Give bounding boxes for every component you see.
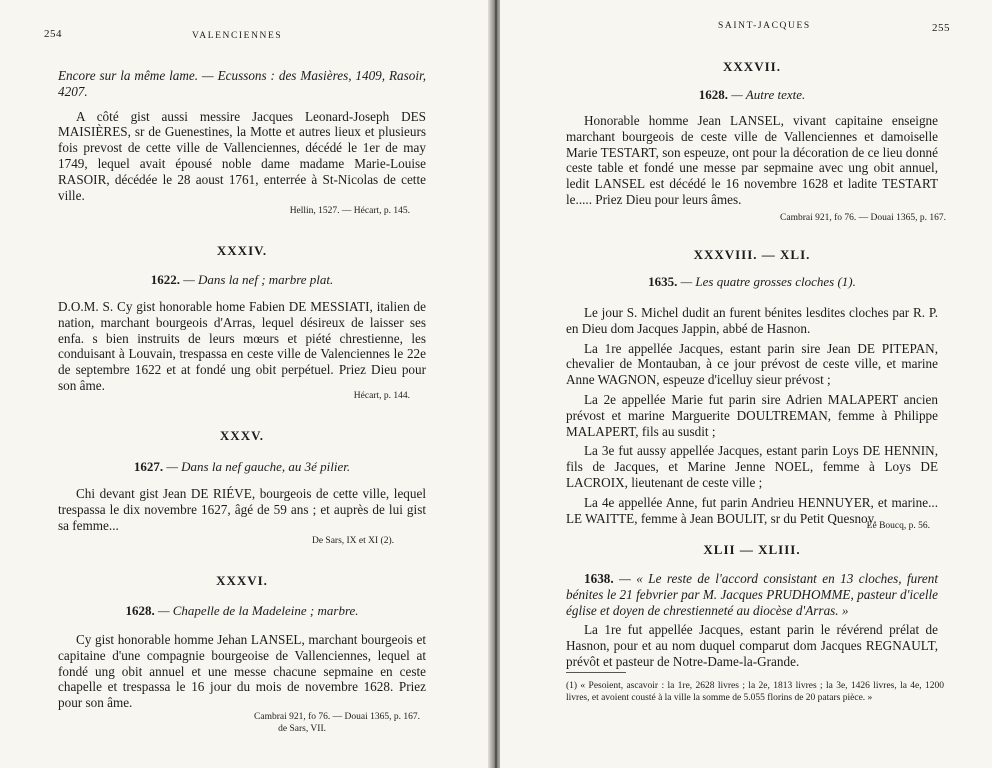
section-37-year: 1628.	[698, 87, 728, 102]
section-38-paragraph-4: La 3e fut aussy appellée Jacques, estant parin Loys DE HENNIN, fils de Jacques, et Marine Jenne NOEL, femme à Loys DE LACROIX, lieutenant de ceste ville ;	[566, 443, 938, 490]
section-38-heading: XXXVIII. — XLI.	[693, 247, 811, 262]
section-42-quote: — « Le reste de l'accord consistant en 13 cloches, furent bénites le 21 febvrier par M. Jacques PRUDHOMME, pasteur d'icelle église et doyen de chrestienneté au diocèse d'Arras. »	[566, 571, 938, 618]
intro-paragraph: A côté gist aussi messire Jacques Leonard-Joseph DES MAISIÈRES, sr de Guenestines, la Motte et autres lieux et plusieurs fois prevost de cette ville de Vallenciennes, décédé le 1er de may 1749, lequel avait épousé noble dame madame Marie-Louise RASOIR, décédée le 28 aoust 1761, enterrée à St-Nicolas de cette ville.	[58, 108, 426, 203]
section-38-paragraph-1: Le jour S. Michel dudit an furent bénites lesdites cloches par R. P. en Dieu dom Jacques Jappin, abbé de Hasnon.	[566, 305, 938, 336]
section-38-location: — Les quatre grosses cloches (1).	[680, 274, 856, 289]
right-page	[500, 0, 992, 768]
intro-citation: Hellin, 1527. — Hécart, p. 145.	[289, 206, 410, 216]
section-36-heading: XXXVI.	[216, 573, 268, 588]
section-35-subheading	[58, 459, 426, 475]
section-36-location: — Chapelle de la Madeleine ; marbre.	[157, 603, 359, 618]
section-38-text	[566, 305, 938, 526]
section-36-year: 1628.	[125, 603, 155, 618]
section-35-paragraph: Chi devant gist Jean DE RIÉVE, bourgeois de cette ville, lequel trespassa le dix novembre 1627, âgé de 59 ans ; et auprès de lui gist sa femme...	[58, 486, 426, 533]
section-37-paragraph: Honorable homme Jean LANSEL, vivant capitaine enseigne marchant bourgeois de ceste ville de Vallenciennes et damoiselle Marie TESTART, son espeuze, ont pour la décoration de ce lieu donné ceste table et fondé une messe par sepmaine avec ung obit annuel, ledit LANSEL est décédé le 16 novembre 1628 et ladite TESTART le..... Priez Dieu pour leurs âmes.	[566, 113, 938, 207]
section-42-paragraph-2: La 1re fut appellée Jacques, estant parin le révérend prélat de Hasnon, pour et au nom duquel comparut dom Jacques REGNAULT, prévôt et pasteur de Notre-Dame-la-Grande.	[566, 622, 938, 669]
section-35-location: — Dans la nef gauche, au 3é pilier.	[166, 459, 351, 474]
section-38-paragraph-3: La 2e appellée Marie fut parin sire Adrien MALAPERT ancien prévost et marine Marguerite DOULTREMAN, femme à Philippe MALAPERT, fils au susdit ;	[566, 391, 938, 439]
footnote: (1) « Pesoient, ascavoir : la 1re, 2628 livres ; la 2e, 1813 livres ; la 3e, 1426 livres, la 4e, 1200 livres, et avoient cousté à la ville la somme de 5.055 florins de 20 patars pièce. »	[566, 681, 944, 703]
section-36-paragraph: Cy gist honorable homme Jehan LANSEL, marchant bourgeois et capitaine d'une compagnie bourgeoise de Vallenciennes, lequel at fondé ung obit annuel et une messe chacune sepmaine en ceste chapelle et trespassa le 16 jour du mois de novembre 1628. Priez pour son âme.	[58, 632, 426, 711]
section-34-year: 1622.	[150, 272, 180, 287]
intro-line-1: Encore sur la même lame. — Ecussons : des Masières, 1409, Rasoir, 4207.	[58, 68, 426, 99]
section-42-heading: XLII — XLIII.	[703, 542, 801, 557]
section-42-text	[566, 571, 938, 670]
section-35-text	[58, 486, 426, 533]
section-37-heading: XXXVII.	[723, 59, 781, 74]
section-37-text	[566, 113, 938, 208]
section-42-paragraph-1	[566, 571, 938, 618]
left-page-number: 254	[44, 28, 62, 40]
section-36-citation-1: Cambrai 921, fo 76. — Douai 1365, p. 167.	[254, 712, 420, 722]
section-38-paragraph-5: La 4e appellée Anne, fut parin Andrieu HENNUYER, et marine... LE WAITTE, femme à Jean BOULIT, sr du Petit Quesnoy.	[566, 494, 938, 526]
section-34-heading: XXXIV.	[216, 243, 268, 258]
section-36-subheading	[58, 603, 426, 619]
left-running-head: VALENCIENNES	[192, 31, 283, 41]
section-42-year: 1638.	[584, 571, 614, 586]
section-35-heading: XXXV.	[219, 428, 265, 443]
section-34-location: — Dans la nef ; marbre plat.	[183, 272, 334, 287]
section-35-year: 1627.	[133, 459, 164, 474]
right-running-head: SAINT-JACQUES	[718, 21, 811, 31]
section-37-location: — Autre texte.	[731, 87, 806, 102]
footnote-rule	[566, 672, 626, 673]
left-page	[0, 0, 492, 768]
section-36-citation-2: de Sars, VII.	[278, 724, 326, 734]
section-38-paragraph-2: La 1re appellée Jacques, estant parin sire Jean DE PITEPAN, chevalier de Montauban, à ce jour prévost de ceste ville, et marine Anne WAGNON, espeuze d'icelluy sieur prévost ;	[566, 340, 938, 388]
section-37-citation: Cambrai 921, fo 76. — Douai 1365, p. 167.	[780, 213, 946, 223]
section-34-citation: Hécart, p. 144.	[353, 391, 410, 401]
intro-block	[58, 68, 426, 203]
section-38-citation: Le Boucq, p. 56.	[866, 521, 930, 531]
section-34-text	[58, 299, 426, 394]
section-34-paragraph: D.O.M. S. Cy gist honorable home Fabien DE MESSIATI, italien de nation, marchant bourgeois d'Arras, lequel désireux de laisser ses enfa. s bien instruits de leurs mœurs et piété chrestienne, les conduisant à Louvain, trespassa en ceste ville de Valenciennes le 22e de septembre 1622 et at fondé ung obit perpétuel. Priez Dieu pour son âme.	[58, 299, 426, 393]
section-38-year: 1635.	[648, 274, 678, 289]
section-34-subheading	[58, 272, 426, 288]
section-38-subheading	[566, 274, 938, 290]
section-36-text	[58, 632, 426, 711]
right-page-number: 255	[932, 22, 950, 34]
section-35-citation: De Sars, IX et XI (2).	[311, 536, 394, 546]
section-37-subheading	[566, 87, 938, 103]
